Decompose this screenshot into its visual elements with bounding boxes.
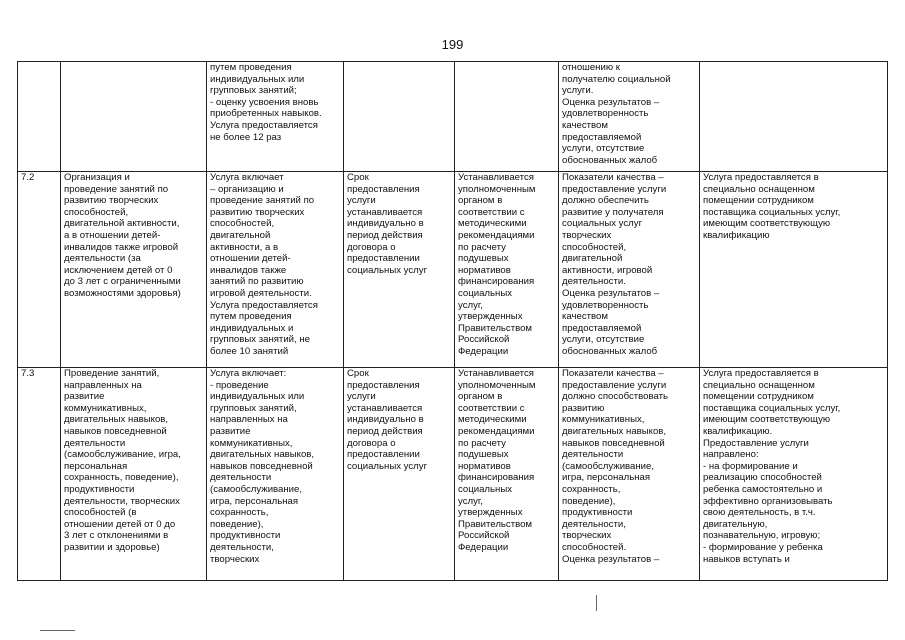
service-term-cell: Срок предоставления услуги устанавливается индивидуально в период действия договора о предоставлении социальных услуг bbox=[344, 368, 455, 581]
service-conditions-cell: Услуга предоставляется в специально оснащенном помещении сотрудником поставщика социальных услуг, имеющим соответствующую квалификацию. Предоставление услуги направлено: - на формирование и реализацию способностей ребенка самостоятельно и эффективно организовывать свою деятельность, в т.ч. двигательную, познавательную, игровую; - формирование у ребенка навыков вступать и bbox=[700, 368, 888, 581]
services-table bbox=[17, 61, 888, 581]
table-row bbox=[18, 172, 888, 368]
quality-indicators-cell: отношению к получателю социальной услуги. Оценка результатов – удовлетворенность качеством предоставляемой услуги, отсутствие обоснованных жалоб bbox=[559, 62, 700, 172]
service-content-cell: путем проведения индивидуальных или групповых занятий; - оценку усвоения вновь приобретенных навыков. Услуга предоставляется не более 12 раз bbox=[207, 62, 344, 172]
scan-edge-mark bbox=[596, 595, 597, 611]
service-conditions-cell: Услуга предоставляется в специально оснащенном помещении сотрудником поставщика социальных услуг, имеющим соответствующую квалификацию bbox=[700, 172, 888, 368]
row-number-cell: 7.2 bbox=[18, 172, 61, 368]
service-conditions-cell bbox=[700, 62, 888, 172]
service-content-cell: Услуга включает – организацию и проведение занятий по развитию творческих способностей, двигательной активности, а в отношении детей- инвалидов также занятий по развитию игровой деятельности. Услуга предоставляется путем проведения индивидуальных и групповых занятий, не более 10 занятий bbox=[207, 172, 344, 368]
service-name-cell bbox=[61, 62, 207, 172]
service-name-cell: Организация и проведение занятий по развитию творческих способностей, двигательной активности, а в отношении детей- инвалидов также игровой деятельности (за исключением детей от 0 до 3 лет с ограниченными возможностями здоровья) bbox=[61, 172, 207, 368]
funding-norm-cell bbox=[455, 62, 559, 172]
service-term-cell: Срок предоставления услуги устанавливается индивидуально в период действия договора о предоставлении социальных услуг bbox=[344, 172, 455, 368]
row-number-cell: 7.3 bbox=[18, 368, 61, 581]
funding-norm-cell: Устанавливается уполномоченным органом в соответствии с методическими рекомендациями по расчету подушевых нормативов финансирования социальных услуг, утвержденных Правительством Российской Федерации bbox=[455, 368, 559, 581]
row-number-cell bbox=[18, 62, 61, 172]
service-content-cell: Услуга включает: - проведение индивидуальных или групповых занятий, направленных на развитие коммуникативных, двигательных навыков, навыков повседневной деятельности (самообслуживание, игра, персональная сохранность, поведение), продуктивности деятельности, творческих bbox=[207, 368, 344, 581]
quality-indicators-cell: Показатели качества – предоставление услуги должно способствовать развитию коммуникативных, двигательных навыков, навыков повседневной деятельности (самообслуживание, игра, персональная сохранность, поведение), продуктивности деятельности, творческих способностей. Оценка результатов – bbox=[559, 368, 700, 581]
quality-indicators-cell: Показатели качества – предоставление услуги должно обеспечить развитие у получателя социальных услуг творческих способностей, двигательной активности, игровой деятельности. Оценка результатов – удовлетворенность качеством предоставляемой услуги, отсутствие обоснованных жалоб bbox=[559, 172, 700, 368]
service-name-cell: Проведение занятий, направленных на развитие коммуникативных, двигательных навыков, навыков повседневной деятельности (самообслуживание, игра, персональная сохранность, поведение), продуктивности деятельности, творческих способностей (в отношении детей от 0 до 3 лет с отклонениями в развитии и здоровье) bbox=[61, 368, 207, 581]
page-number: 199 bbox=[441, 37, 464, 52]
funding-norm-cell: Устанавливается уполномоченным органом в соответствии с методическими рекомендациями по расчету подушевых нормативов финансирования социальных услуг, утвержденных Правительством Российской Федерации bbox=[455, 172, 559, 368]
service-term-cell bbox=[344, 62, 455, 172]
scan-corner-mark bbox=[40, 630, 75, 631]
table-row bbox=[18, 368, 888, 581]
table-row bbox=[18, 62, 888, 172]
